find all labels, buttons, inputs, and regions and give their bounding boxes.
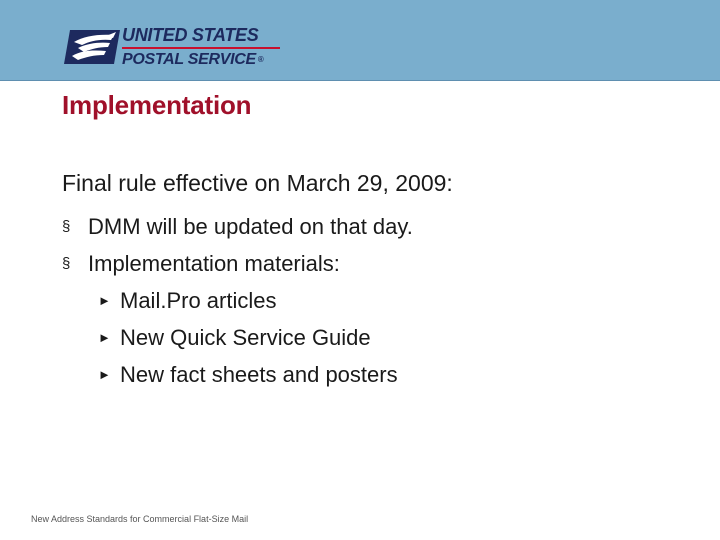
section-bullet-icon: § xyxy=(62,218,71,235)
intro-text: Final rule effective on March 29, 2009: xyxy=(62,170,453,196)
slide-title: Implementation xyxy=(62,90,252,120)
triangle-right-icon: ► xyxy=(98,293,111,308)
sub-bullet-label: Mail.Pro articles xyxy=(120,288,277,313)
bullet-item xyxy=(62,245,413,282)
logo-line-1: UNITED STATES xyxy=(122,26,280,49)
usps-eagle-icon xyxy=(64,28,120,66)
registered-mark: ® xyxy=(257,54,264,64)
sub-bullet-label: New fact sheets and posters xyxy=(120,362,398,387)
sub-bullet-item xyxy=(98,282,413,319)
bullet-list xyxy=(62,208,413,393)
logo-line-2: POSTAL SERVICE xyxy=(122,51,256,68)
section-bullet-icon: § xyxy=(62,255,71,272)
sub-bullet-item xyxy=(98,319,413,356)
footer-text: New Address Standards for Commercial Flat-Size Mail xyxy=(31,514,249,524)
header-band xyxy=(0,0,720,81)
sub-bullet-list xyxy=(62,282,413,393)
triangle-right-icon: ► xyxy=(98,330,111,345)
bullet-item xyxy=(62,208,413,245)
bullet-label: DMM will be updated on that day. xyxy=(88,214,413,239)
sub-bullet-label: New Quick Service Guide xyxy=(120,325,371,350)
usps-logo xyxy=(64,26,280,68)
sub-bullet-item xyxy=(98,356,413,393)
logo-wordmark xyxy=(122,26,280,68)
triangle-right-icon: ► xyxy=(98,367,111,382)
bullet-label: Implementation materials: xyxy=(88,251,340,276)
